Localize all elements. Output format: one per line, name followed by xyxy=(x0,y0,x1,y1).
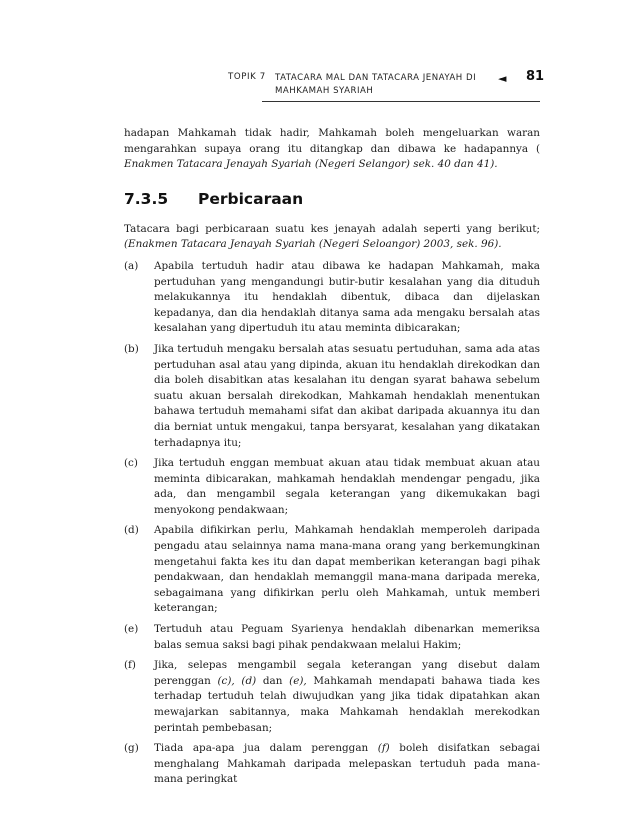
section-heading xyxy=(124,189,540,209)
list-item-e xyxy=(124,622,540,653)
list-item-text xyxy=(154,741,540,788)
intro-paragraph xyxy=(124,126,540,173)
list-item-text: Tertuduh atau Peguam Syarienya hendaklah dibenarkan memeriksa balas semua saksi bagi pihak pendakwaan melalui Hakim; xyxy=(154,623,540,651)
list-item-f xyxy=(124,658,540,736)
list-item-text-part: boleh disifatkan sebagai menghalang Mahkamah daripada melepaskan tertuduh pada mana-mana peringkat xyxy=(154,742,541,786)
list-item-label: (f) xyxy=(124,659,136,672)
header-topic-number: TOPIK 7 xyxy=(228,72,266,82)
list-item-text-part: dan xyxy=(256,674,290,687)
list-item-label: (b) xyxy=(124,342,139,355)
page-number: 81 xyxy=(526,69,545,84)
page-body xyxy=(124,126,540,788)
list-item-a xyxy=(124,259,540,337)
list-item-text xyxy=(154,658,540,736)
list-item-label: (e) xyxy=(124,623,139,636)
list-item-text: Jika tertuduh mengaku bersalah atas sesuatu pertuduhan, sama ada atas pertuduhan asal atau yang dipinda, akuan itu hendaklah direkodkan dan dia boleh disabitkan atas kesalahan itu dengan syarat bahawa sebelum suatu akuan bersalah direkodkan, Mahkamah hendaklah menentukan bahawa tertuduh memahami sifat dan akibat daripada akuannya itu dan dia berniat untuk mengakui, tanpa bersyarat, kesalahan yang dikatakan terhadapnya itu; xyxy=(154,342,540,449)
list-item-b xyxy=(124,342,540,451)
list-item-label: (a) xyxy=(124,259,139,272)
list-item-c xyxy=(124,456,540,518)
paragraph-reference: (e), xyxy=(289,674,307,687)
list-item-text-part: Jika, selepas mengambil segala keterangan yang disebut dalam perenggan xyxy=(154,659,540,687)
header-rule xyxy=(262,101,540,102)
list-item-g xyxy=(124,741,540,788)
list-item-label: (g) xyxy=(124,742,139,755)
lead-reference: (Enakmen Tatacara Jenayah Syariah (Negeri Seloangor) 2003, sek. 96). xyxy=(124,238,502,251)
list-item-text: Jika tertuduh enggan membuat akuan atau tidak membuat akuan atau meminta dibicarakan, mahkamah hendaklah mendengar pengadu, jika ada, dan mengambil segala keterangan yang dikemukakan bagi menyokong pendakwaan; xyxy=(154,457,540,516)
header-chapter-title: TATACARA MAL DAN TATACARA JENAYAH DI MAHKAMAH SYARIAH xyxy=(275,73,477,96)
paragraph-reference: (c), (d) xyxy=(217,674,257,687)
lead-paragraph xyxy=(124,222,540,253)
intro-text: hadapan Mahkamah tidak hadir, Mahkamah boleh mengeluarkan waran mengarahkan supaya orang itu ditangkap dan dibawa ke hadapannya ( xyxy=(124,127,540,155)
lead-text: Tatacara bagi perbicaraan suatu kes jenayah adalah seperti yang berikut; xyxy=(124,222,540,235)
triangle-left-icon: ◄ xyxy=(498,72,507,85)
section-number: 7.3.5 xyxy=(124,189,169,208)
list-item-text: Apabila difikirkan perlu, Mahkamah hendaklah memperoleh daripada pengadu atau selainnya nama mana-mana orang yang berkemungkinan mengetahui fakta kes itu dan dapat memberikan keterangan bagi pihak pendakwaan, dan hendaklah memanggil mana-mana daripada mereka, sebagaimana yang difikirkan perlu oleh Mahkamah, untuk memberi keterangan; xyxy=(154,524,540,615)
intro-reference: Enakmen Tatacara Jenayah Syariah (Negeri Selangor) sek. 40 dan 41). xyxy=(124,158,498,171)
list-item-label: (d) xyxy=(124,524,139,537)
list-item-text-part: Tiada apa-apa jua dalam perenggan xyxy=(154,742,378,755)
section-title: Perbicaraan xyxy=(198,189,304,208)
list-item-label: (c) xyxy=(124,457,138,470)
list-item-text-part: Mahkamah mendapati bahawa tiada kes terhadap tertuduh telah diwujudkan yang jika tidak dipatahkan akan mewajarkan sabitannya, maka Mahkamah hendaklah merekodkan perintah pembebasan; xyxy=(154,674,541,734)
paragraph-reference: (f) xyxy=(377,742,390,755)
list-item-d xyxy=(124,523,540,617)
list-item-text: Apabila tertuduh hadir atau dibawa ke hadapan Mahkamah, maka pertuduhan yang mengandungi butir-butir kesalahan yang dia dituduh melakukannya itu hendaklah dibentuk, dibaca dan dijelaskan kepadanya, dan dia hendaklah ditanya sama ada mengaku bersalah atas kesalahan yang dipertuduh itu atau meminta dibicarakan; xyxy=(154,259,540,335)
